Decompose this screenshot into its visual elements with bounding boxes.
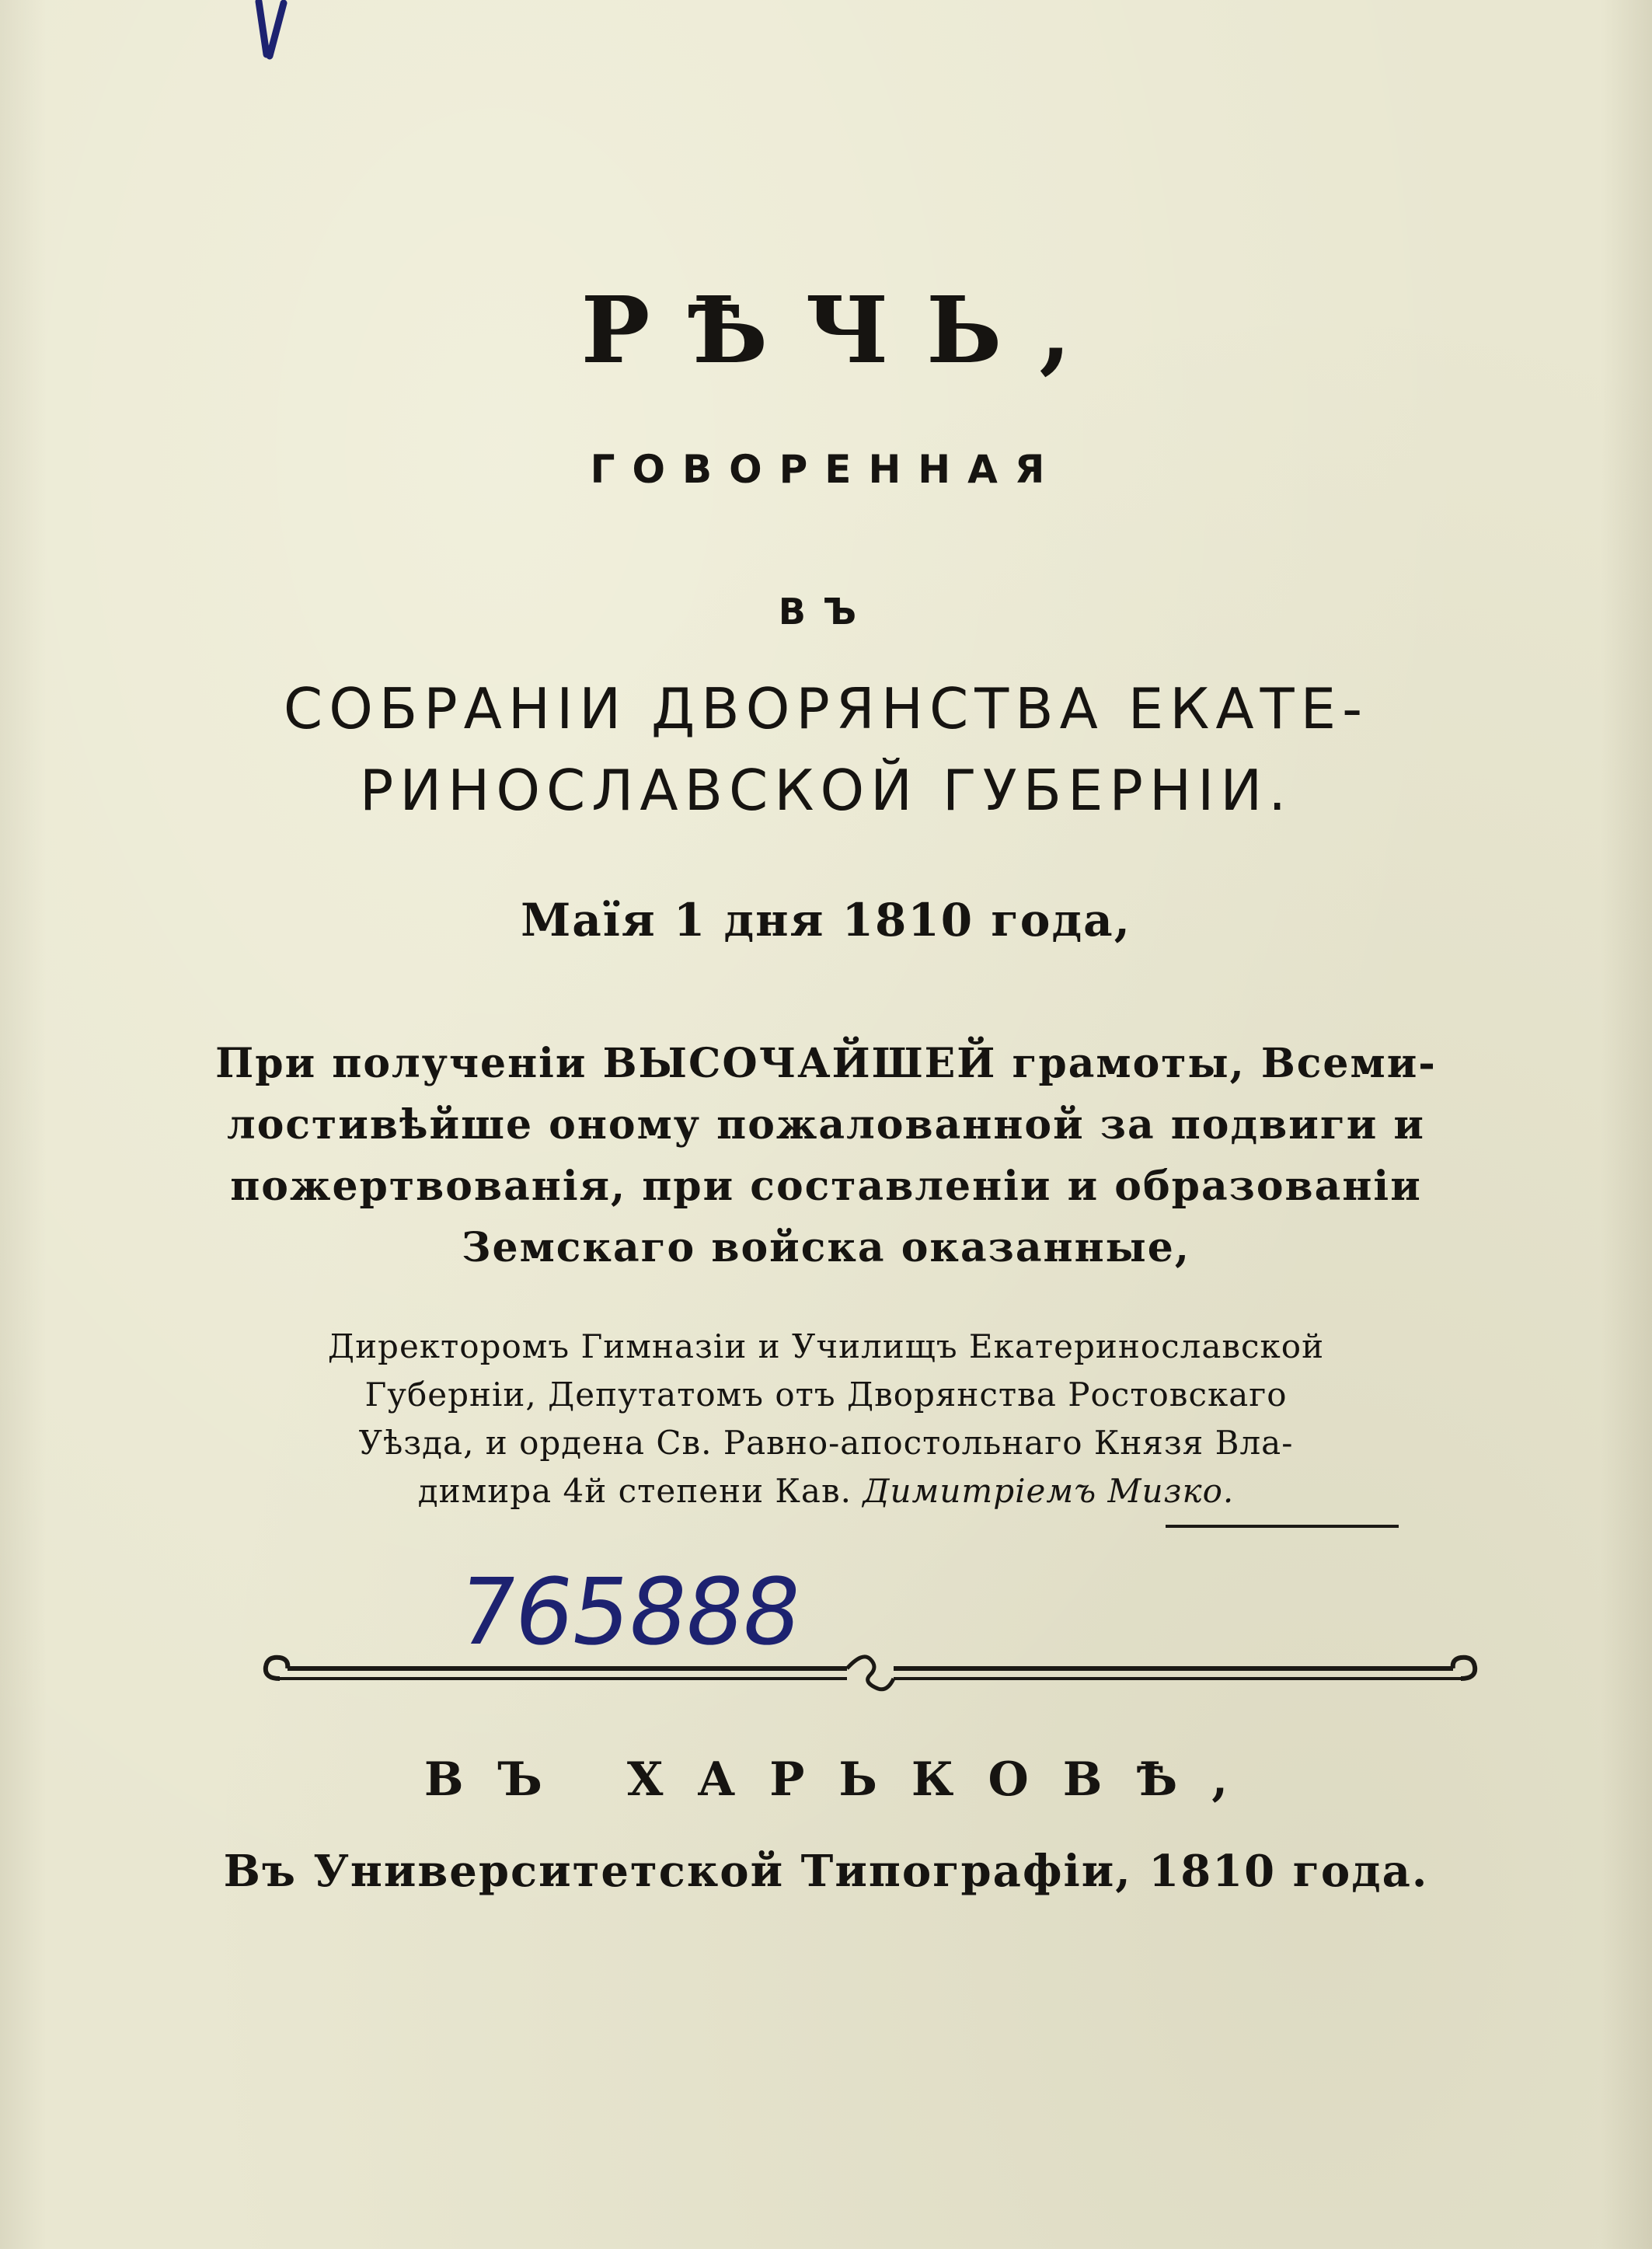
subtitle-v: ВЪ xyxy=(778,591,874,633)
author-line-1: Директоромъ Гимназіи и Училищъ Екатеринославской xyxy=(327,1327,1325,1365)
author-rank: димира 4й степени Кав. xyxy=(417,1472,852,1510)
subtitle-govorennaya: ГОВОРЕННАЯ xyxy=(590,447,1062,492)
shelf-number: 765888 xyxy=(451,1558,807,1665)
assembly-line-2: РИНОСЛАВСКОЙ ГУБЕРНІИ. xyxy=(359,758,1293,823)
occasion-line-3: пожертвованія, при составленіи и образованіи xyxy=(230,1163,1422,1210)
name-underline xyxy=(1166,1525,1399,1528)
imprint-press: Въ Университетской Типографіи, 1810 года. xyxy=(223,1846,1429,1897)
occasion-line-4: Земскаго войска оказанные, xyxy=(462,1224,1190,1271)
speech-date: Маїя 1 дня 1810 года, xyxy=(521,894,1131,947)
author-name: Димитріемъ Мизко. xyxy=(863,1472,1235,1510)
occasion-line-1: При полученіи ВЫСОЧАЙШЕЙ грамоты, Всеми- xyxy=(215,1040,1437,1087)
author-line-2: Губерніи, Депутатомъ отъ Дворянства Ростовскаго xyxy=(364,1376,1288,1414)
author-line-4 xyxy=(0,1472,1652,1510)
occasion-line-2: лостивѣйше оному пожалованной за подвиги и xyxy=(227,1101,1425,1149)
document-title: РѢЧЬ, xyxy=(580,276,1109,384)
blue-pen-mark-icon xyxy=(253,0,299,70)
ornamental-rule-icon xyxy=(256,1636,1484,1706)
author-line-3: Уѣзда, и ордена Св. Равно-апостольнаго Князя Вла- xyxy=(358,1424,1294,1462)
imprint-city: ВЪ ХАРЬКОВѢ, xyxy=(423,1752,1263,1807)
assembly-line-1: СОБРАНІИ ДВОРЯНСТВА ЕКАТЕ- xyxy=(283,676,1369,741)
